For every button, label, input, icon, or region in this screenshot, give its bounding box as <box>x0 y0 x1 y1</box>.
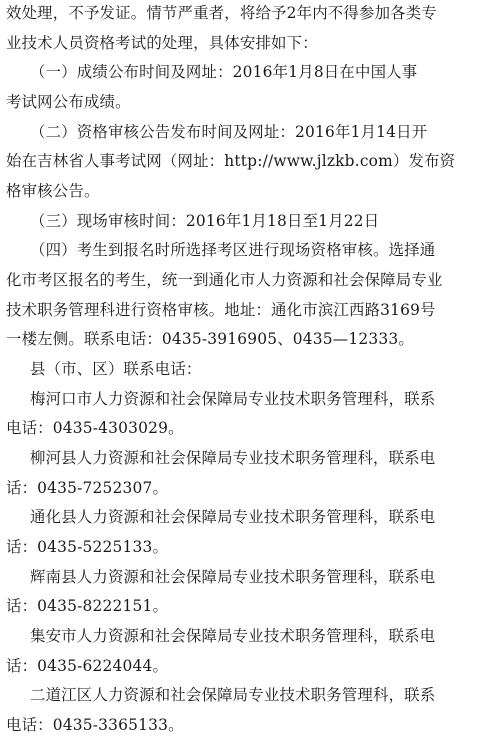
contact-huinan-line-1: 辉南县人力资源和社会保障局专业技术职务管理科，联系电 <box>30 567 436 586</box>
contact-meihekou-line-2: 电话：0435-4303029。 <box>6 419 184 438</box>
county-contacts-heading: 县（市、区）联系电话： <box>30 360 202 378</box>
contact-jian-line-1: 集安市人力资源和社会保障局专业技术职务管理科，联系电 <box>30 627 436 645</box>
text-line-2: 业技术人员资格考试的处理，具体安排如下： <box>6 33 318 52</box>
section-4-line-2: 化市考区报名的考生，统一到通化市人力资源和社会保障局专业 <box>6 271 443 289</box>
section-2-heading-line: （二）资格审核公告发布时间及网址：2016年1月14日开 <box>30 122 428 141</box>
section-1-heading-line: （一）成绩公布时间及网址：2016年1月8日在中国人事 <box>30 63 418 82</box>
contact-meihekou-line-1: 梅河口市人力资源和社会保障局专业技术职务管理科，联系 <box>30 389 436 408</box>
contact-liuhe-line-1: 柳河县人力资源和社会保障局专业技术职务管理科，联系电 <box>30 449 436 467</box>
contact-liuhe-line-2: 话：0435-7252307。 <box>6 478 169 497</box>
section-3-heading-line: （三）现场审核时间：2016年1月18日至1月22日 <box>30 211 380 230</box>
contact-jian-line-2: 话：0435-6224044。 <box>6 656 169 675</box>
section-4-heading-line: （四）考生到报名时所选择考区进行现场资格审核。选择通 <box>30 241 436 260</box>
section-2-line-3: 格审核公告。 <box>6 182 100 200</box>
section-2-line-2: 始在吉林省人事考试网（网址：http://www.jlzkb.com）发布资 <box>6 152 456 171</box>
section-4-line-4: 一楼左侧。联系电话：0435-3916905、0435—12333。 <box>6 330 414 349</box>
contact-erdaojiang-line-2: 电话：0435-3365133。 <box>6 716 184 734</box>
section-4-line-3: 技术职务管理科进行资格审核。地址：通化市滨江西路3169号 <box>6 300 436 319</box>
contact-tonghua-county-line-2: 话：0435-5225133。 <box>6 538 169 556</box>
contact-tonghua-county-line-1: 通化县人力资源和社会保障局专业技术职务管理科，联系电 <box>30 508 436 527</box>
contact-huinan-line-2: 话：0435-8222151。 <box>6 597 169 616</box>
section-1-line-2: 考试网公布成绩。 <box>6 93 131 111</box>
contact-erdaojiang-line-1: 二道江区人力资源和社会保障局专业技术职务管理科，联系 <box>30 686 436 705</box>
text-line-1: 效处理，不予发证。情节严重者，将给予2年内不得参加各类专 <box>6 4 437 22</box>
